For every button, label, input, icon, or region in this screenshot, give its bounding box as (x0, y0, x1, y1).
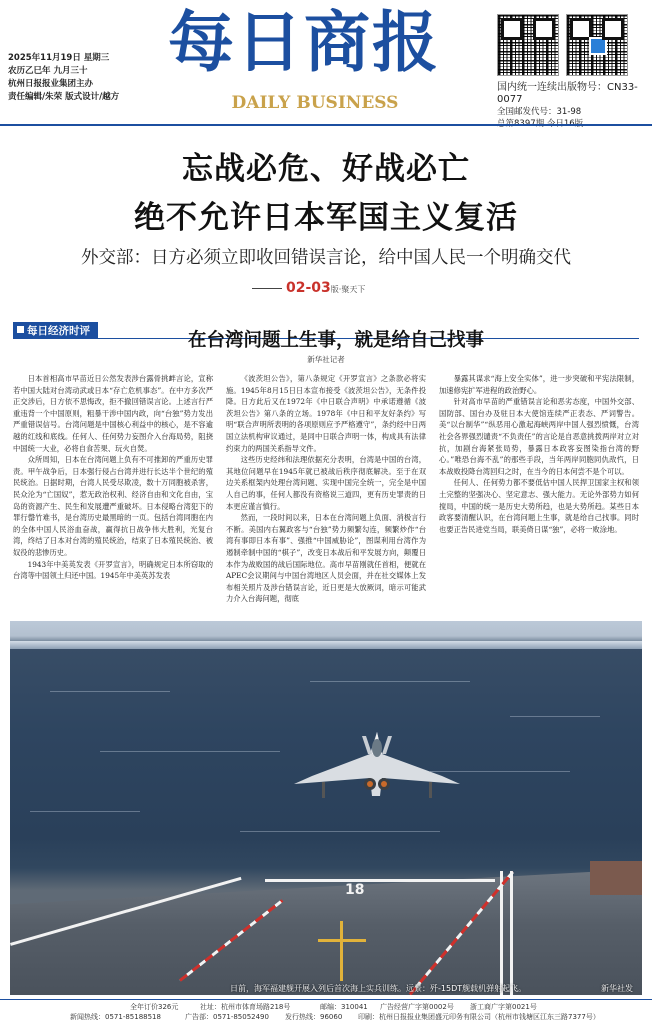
newspaper-logo-en: DAILY BUSINESS (231, 93, 399, 113)
horizon (10, 641, 642, 649)
photo-credit: 新华社发 (601, 984, 633, 993)
paragraph: 《波茨坦公告》，第八条规定《开罗宣言》之条款必将实施。1945年8月15日日本宣布接受《波茨坦公告》，无条件投降。日方此后又在1972年《中日联合声明》中承诺遵循《波茨坦公告》第八条的立场。1978年《中日和平友好条约》写明“联合声明所表明的各项原则应予严格遵守”，条约经中日两国立法机构审议通过，是同中日联合声明一体，构成具有法律约束力的两国关系指导文件。 (226, 374, 426, 453)
footer-distribution: 发行热线：96060 (285, 1013, 343, 1021)
publish-date: 2025年11月19日 星期三 (8, 53, 110, 63)
headline-line-2: 绝不允许日本军国主义复活 (134, 200, 518, 236)
wave (50, 691, 170, 692)
wave (30, 811, 140, 812)
deck-yellow-line (318, 939, 366, 942)
footer-ad-dept: 广告部：0571-85052490 (185, 1013, 269, 1021)
page-ref-dash (252, 288, 282, 289)
photo-caption: 日前，海军福建舰开展入列后首次海上实兵训练。远景：歼-15DT舰载机弹射起飞。 (230, 984, 527, 993)
column-tag-label: 每日经济时评 (27, 325, 90, 337)
article-title: 在台湾问题上生事，就是给自己找事 (187, 330, 484, 351)
carrier-edge (590, 861, 642, 895)
headline-line-1: 忘战必危、好战必亡 (182, 151, 470, 187)
footer-price: 全年订价326元 (130, 1003, 179, 1011)
page-ref-label: 版·聚天下 (330, 285, 366, 294)
article-column-3 (439, 373, 639, 613)
wave (100, 751, 280, 752)
page-reference[interactable] (252, 280, 365, 296)
wave (510, 716, 600, 717)
paragraph: 这些历史经纬和法理依据充分表明，台湾是中国的台湾，其地位问题早在1945年就已被战后秩序彻底解决。至于在双边关系框架内处理台湾问题、实现中国完全统一，完全是中国人自己的事，任何人都没有资格说三道四，更有历史罪责的日本更应谨言慎行。 (226, 455, 426, 511)
qr-code-icon[interactable] (497, 14, 559, 76)
paragraph: 任何人、任何势力都不要低估中国人民捍卫国家主权和领土完整的坚强决心、坚定意志、强大能力。无论外部势力如何搅局，中国的统一是历史大势所趋，也是大势所趋。某些日本政客要清醒认识，在台湾问题上生事，就是给自己找事。同时也要正告民进党当局，联美倚日谋“独”，必将一败涂地。 (439, 478, 639, 534)
paragraph: 针对高市早苗的严重错误言论和恶劣态度，中国外交部、国防部、国台办及驻日本大使馆连续严正表态、严词警告。美“以台制华”“纵恶用心激起海峡两岸中国人强烈愤慨，台湾社会各界强烈谴责“不负责任”的言论是自恶意挑拨两岸对立对抗，加剧台海紧张局势，暴露日本政客妄图染指台湾的野心。”唯恐台海不乱”的那些手段，当年两岸同胞同仇敌忾，日本战败投降台湾回归之时，在当今的日本何尝不是个可以。 (439, 397, 639, 476)
deck-number: 18 (345, 882, 365, 898)
carrier-deck (10, 869, 642, 995)
article-column-1 (13, 373, 213, 613)
footer-printer: 印刷：杭州日报报业集团盛元印务有限公司（杭州市钱塘区江东三路7377号） (358, 1013, 600, 1021)
fighter-jet (282, 724, 472, 814)
paragraph: 然而，一段时间以来，日本在台湾问题上负面、消极言行不断。美国内右翼政客与“台独”势力频繁勾连，频繁炒作“台湾有事即日本有事”、强推“中国威胁论”，图谋利用台湾作为遏制牵制中国的“棋子”，改变日本战后和平发展方向，颠覆日本作为战败国的战后国际地位。高市早苗刚就任首相，便就在APEC会议期间与中国台湾地区人员会面，并在社交媒体上发布相关照片及涉台错误言论，近日更是大放厥词，暗示可能武力介入台海问题，彻底 (226, 513, 426, 604)
qr-code-icon[interactable] (566, 14, 628, 76)
newspaper-logo: 每日商报 (168, 3, 440, 81)
deck-marking (500, 871, 503, 995)
qr-logo-icon (589, 37, 607, 55)
lunar-date: 农历乙巳年 九月三十 (8, 66, 88, 76)
paragraph: 暴露其谋求“海上安全实体”，进一步突破和平宪法限制，加速修宪扩军进程的政治野心。 (439, 374, 639, 395)
sponsor: 杭州日报报业集团主办 (8, 79, 94, 89)
article-byline: 新华社记者 (307, 355, 345, 364)
paragraph: 1943年中美英发表《开罗宣言》，明确规定日本所窃取的台湾等中国领土归还中国。1945年中美英苏发表 (13, 559, 213, 581)
carrier-photo (10, 621, 642, 995)
wave (310, 681, 470, 682)
masthead-divider (0, 124, 652, 126)
footer-news-hotline: 新闻热线：0571-85188518 (70, 1013, 161, 1021)
editors: 责任编辑/朱荣 版式设计/越方 (8, 92, 120, 102)
footer-business-license: 浙工商广字第0021号 (470, 1003, 537, 1011)
footer-postcode: 邮编：310041 (320, 1003, 368, 1011)
paragraph: 众所周知，日本在台湾问题上负有不可推卸的严重历史罪责。甲午战争后，日本强行侵占台湾并进行长达半个世纪的殖民统治。日据时期，台湾人民受尽欺凌，数十万同胞被杀害，民众沦为“亡国奴”，惹无政治权利、经济自由和文化自由，宝岛的资源产生、民生和发展遭严重破坏。日本侵略台湾犯下的罪行罄竹难书，是台湾历史最黑暗的一页。包括台湾同胞在内的全体中国人民浴血奋战，赢得抗日战争伟大胜利，光复台湾，终结了日本对台湾的殖民统治，结束了日本殖民统治、被奴役的悲惨历史。 (13, 455, 213, 557)
issue-post-code: 全国邮发代号：31-98 (497, 107, 582, 117)
issue-cn-number: 国内统一连续出版物号：CN33-0077 (497, 82, 638, 105)
article-column-2 (226, 373, 426, 613)
masthead (0, 0, 652, 120)
date-block (8, 52, 119, 104)
subheadline: 外交部：日方必须立即收回错误言论，给中国人民一个明确交代 (81, 248, 571, 268)
wave (240, 831, 440, 832)
footer-ad-license: 广告经营广字第0002号 (380, 1003, 454, 1011)
footer-address: 社址：杭州市体育场路218号 (200, 1003, 291, 1011)
footer-divider (0, 999, 652, 1000)
deck-marking (510, 871, 513, 995)
deck-marking (265, 879, 495, 882)
page-ref-number: 02-03 (286, 280, 331, 296)
deck-yellow-line (340, 921, 343, 981)
paragraph: 日本首相高市早苗近日公然发表涉台露骨挑衅言论，宣称若中国大陆对台湾动武或日本“存亡危机事态”。在中方多次严正交涉后，日方依不思悔改，拒不撤回错误言论。上述言行严重违背一个中国原则，粗暴干涉中国内政，向“台独”势力发出严重错误信号。台湾问题是中国核心利益中的核心，是不容逾越的红线和底线。任何人、任何势力妄图介入台海局势，阻挠中国统一大业，必将自食苦果、玩火自焚。 (13, 374, 213, 453)
issue-info (497, 82, 652, 130)
